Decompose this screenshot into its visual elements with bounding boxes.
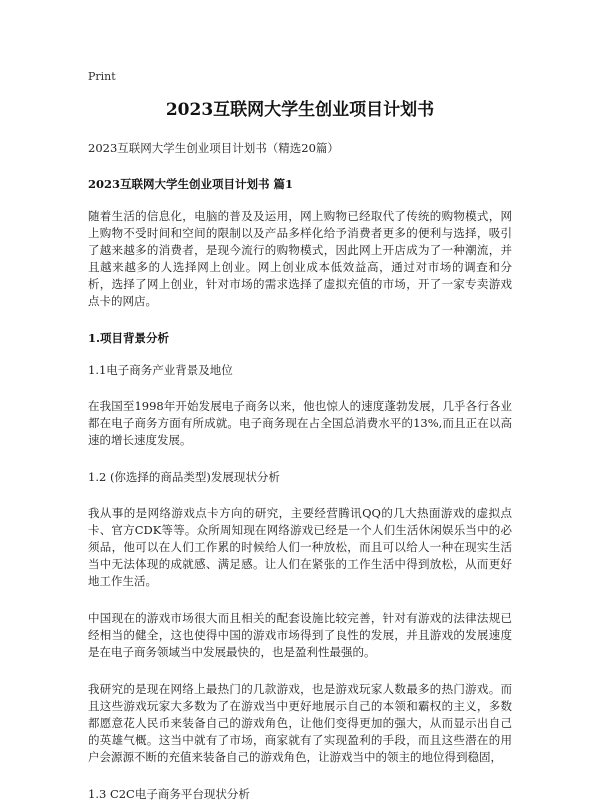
intro-paragraph: 随着生活的信息化，电脑的普及及运用，网上购物已经取代了传统的购物模式，网上购物不受时间和空间的限制以及产品多样化给予消费者更多的便利与选择，吸引了越来越多的消费者，是现今流行的购物模式，因此网上开店成为了一种潮流，并且越来越多的人选择网上创业。网上创业成本低效益高，通过对市场的调查和分析，选择了网上创业，针对市场的需求选择了虚拟充值的市场，开了一家专卖游戏点卡的网店。 (88, 209, 512, 308)
subsection-heading-1-3: 1.3 C2C电子商务平台现状分析 (88, 787, 250, 801)
subsection-heading-1-2: 1.2 (你选择的商品类型)发展现状分析 (88, 470, 280, 484)
section-heading-background: 1.项目背景分析 (88, 331, 170, 345)
document-subtitle: 2023互联网大学生创业项目计划书（精选20篇） (88, 141, 339, 155)
paragraph-1-2c: 我研究的是现在网络上最热门的几款游戏，也是游戏玩家人数最多的热门游戏。而且这些游戏玩家大多数为了在游戏当中更好地展示自己的本领和霸权的主义，多数都愿意花人民币来装备自己的游戏角色，让他们变得更加的强大，从而显示出自己的英雄气概。这当中就有了市场，商家就有了实现盈利的手段，而且这些潜在的用户会源源不断的充值来装备自己的游戏角色，让游戏当中的领主的地位得到稳固， (88, 682, 512, 764)
print-link[interactable]: Print (88, 70, 116, 83)
article-heading: 2023互联网大学生创业项目计划书 篇1 (88, 177, 294, 191)
page-title: 2023互联网大学生创业项目计划书 (165, 100, 435, 120)
subsection-heading-1-1: 1.1电子商务产业背景及地位 (88, 363, 233, 377)
paragraph-1-2a: 我从事的是网络游戏点卡方向的研究，主要经营腾讯QQ的几大热面游戏的虚拟点卡、官方CDK等等。众所周知现在网络游戏已经是一个人们生活休闲娱乐当中的必须品，他可以在人们工作累的时候给人们一种放松，而且可以给人一种在现实生活当中无法体现的成就感、满足感。让人们在紧张的工作生活中得到放松，从而更好地工作生活。 (88, 506, 512, 588)
paragraph-1-1: 在我国至1998年开始发展电子商务以来，他也惊人的速度蓬勃发展，几乎各行各业都在电子商务方面有所成就。电子商务现在占全国总消费水平的13%,而且正在以高速的增长速度发展。 (88, 399, 512, 447)
paragraph-1-2b: 中国现在的游戏市场很大而且相关的配套设施比较完善，针对有游戏的法律法规已经相当的健全，这也使得中国的游戏市场得到了良性的发展，并且游戏的发展速度是在电子商务领域当中发展最快的，也是盈利性最强的。 (88, 611, 512, 659)
